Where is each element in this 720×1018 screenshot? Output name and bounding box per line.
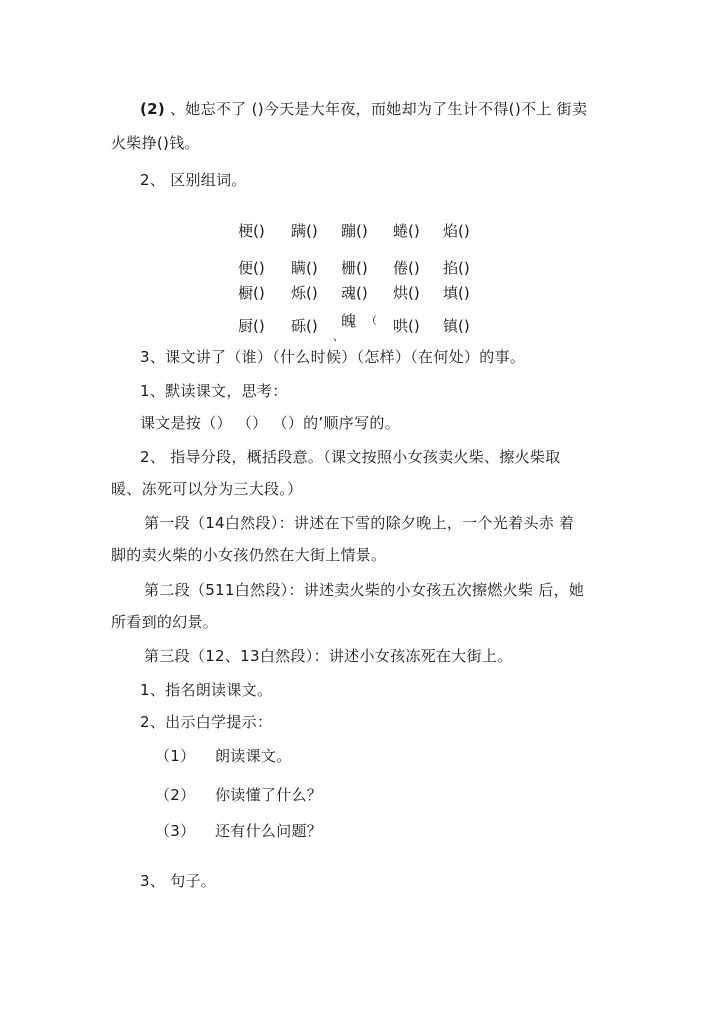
item-number: (2) <box>140 100 166 118</box>
word-item: 蹒() <box>291 222 318 240</box>
word-item: 栅() <box>341 259 368 277</box>
paragraph-line: 暖、冻死可以分为三大段。） <box>111 480 303 498</box>
paragraph-line: 课文是按（） （） （）的’顺序写的。 <box>140 414 401 432</box>
word-item: 蜷() <box>393 222 420 240</box>
paragraph-line: 第一段（14白然段）：讲述在下雪的除夕晚上，一个光着头赤 着 <box>144 514 575 532</box>
paragraph-line: 1、指名朗读课文。 <box>140 681 273 699</box>
word-item: 焰() <box>443 222 470 240</box>
word-item: 蹦() <box>341 222 368 240</box>
word-item: 倦() <box>393 259 420 277</box>
word-item: 哄() <box>393 317 420 335</box>
paragraph-line: 、她忘不了 ()今天是大年夜，而她却为了生计不得()不上 街卖 <box>170 100 588 118</box>
word-item-mark: 、 <box>333 330 344 343</box>
paragraph-line: 脚的卖火柴的小女孩仍然在大街上情景。 <box>111 546 387 564</box>
paragraph-line: 火柴挣()钱。 <box>111 134 200 152</box>
word-item: 便() <box>238 259 265 277</box>
word-item: 填() <box>443 284 470 302</box>
list-number: （1） <box>155 747 196 765</box>
word-item: 魄 <box>341 312 357 330</box>
word-item-bracket: （ <box>366 314 377 327</box>
paragraph-line: 3、课文讲了（谁）（什么时候）（怎样）（在何处）的事。 <box>140 348 526 366</box>
paragraph-line: 第二段（511白然段）：讲述卖火柴的小女孩五次擦燃火柴 后，她 <box>144 581 585 599</box>
word-item: 瞒() <box>291 259 318 277</box>
list-item: 你读懂了什么？ <box>215 786 323 804</box>
word-item: 烘() <box>393 284 420 302</box>
list-number: （2） <box>155 786 196 804</box>
paragraph-line: 所看到的幻景。 <box>111 613 219 631</box>
list-item: 还有什么问题？ <box>215 822 323 840</box>
paragraph-line: 3、 句子。 <box>140 872 217 890</box>
paragraph-line: 2、出示白学提示： <box>140 713 273 731</box>
word-item: 魂() <box>341 284 368 302</box>
word-item: 砾() <box>291 317 318 335</box>
paragraph-line: 2、 指导分段，概括段意。（课文按照小女孩卖火柴、擦火柴取 <box>140 448 561 466</box>
paragraph-line: 第三段（12、13白然段）：讲述小女孩冻死在大街上。 <box>144 647 513 665</box>
word-item: 橱() <box>238 284 265 302</box>
word-item: 掐() <box>443 259 470 277</box>
word-item: 厨() <box>238 317 265 335</box>
list-item: 朗读课文。 <box>215 747 292 765</box>
paragraph-line: 1、默读课文，思考： <box>140 382 288 400</box>
word-item: 镇() <box>443 317 470 335</box>
list-number: （3） <box>155 822 196 840</box>
word-item: 梗() <box>238 222 265 240</box>
section-heading: 2、 区别组词。 <box>140 171 247 189</box>
word-item: 烁() <box>291 284 318 302</box>
